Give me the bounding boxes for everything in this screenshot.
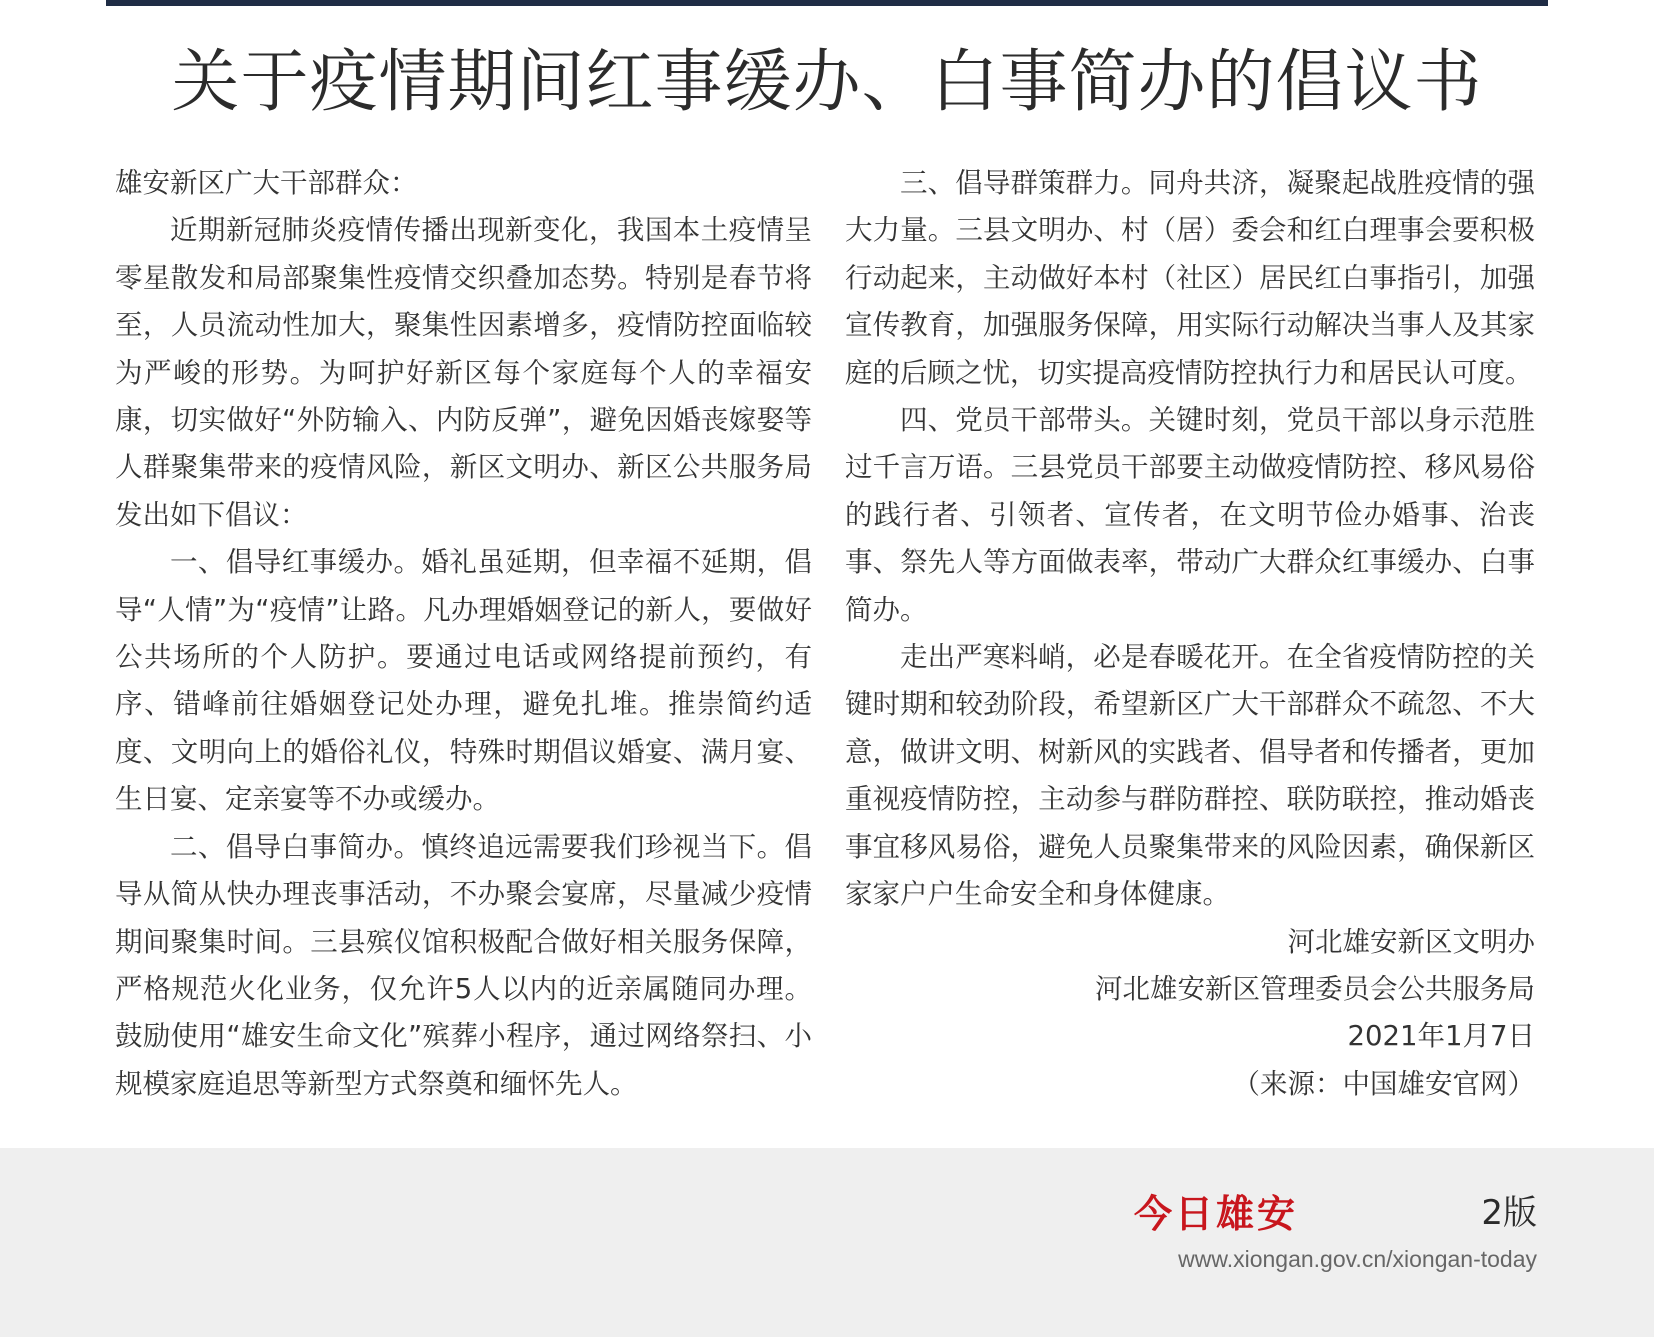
page-footer bbox=[0, 1148, 1654, 1337]
signature-date: 2021年1月7日 bbox=[1347, 1020, 1535, 1053]
salutation: 雄安新区广大干部群众： bbox=[115, 167, 418, 199]
source-note: （来源：中国雄安官网） bbox=[1232, 1067, 1535, 1100]
right-column bbox=[845, 160, 1535, 1108]
paragraph-closing: 走出严寒料峭，必是春暖花开。在全省疫情防控的关键时期和较劲阶段，希望新区广大干部群众不疏忽、不大意，做讲文明、树新风的实践者、倡导者和传播者，更加重视疫情防控，主动参与群防群控、联防联控，推动婚丧事宜移风易俗，避免人员聚集带来的风险因素，确保新区家家户户生命安全和身体健康。 bbox=[845, 641, 1535, 911]
signature-civilization-office: 河北雄安新区文明办 bbox=[1287, 925, 1535, 958]
edition-number: 2版 bbox=[1481, 1193, 1537, 1233]
paragraph-funeral: 二、倡导白事简办。慎终追远需要我们珍视当下。倡导从简从快办理丧事活动，不办聚会宴席，尽量减少疫情期间聚集时间。三县殡仪馆积极配合做好相关服务保障，严格规范火化业务，仅允许5人以内的近亲属随同办理。鼓励使用“雄安生命文化”殡葬小程序，通过网络祭扫、小规模家庭追思等新型方式祭奠和缅怀先人。 bbox=[115, 830, 812, 1100]
page-title: 关于疫情期间红事缓办、白事简办的倡议书 bbox=[171, 43, 1483, 122]
paragraph-intro: 近期新冠肺炎疫情传播出现新变化，我国本土疫情呈零星散发和局部聚集性疫情交织叠加态势。特别是春节将至，人员流动性加大，聚集性因素增多，疫情防控面临较为严峻的形势。为呵护好新区每个家庭每个人的幸福安康，切实做好“外防输入、内防反弹”，避免因婚丧嫁娶等人群聚集带来的疫情风险，新区文明办、新区公共服务局发出如下倡议： bbox=[115, 214, 812, 531]
footer-url[interactable]: www.xiongan.gov.cn/xiongan-today bbox=[1178, 1246, 1537, 1272]
signature-public-service-bureau: 河北雄安新区管理委员会公共服务局 bbox=[1095, 972, 1535, 1005]
paragraph-collective-effort: 三、倡导群策群力。同舟共济，凝聚起战胜疫情的强大力量。三县文明办、村（居）委会和红白理事会要积极行动起来，主动做好本村（社区）居民红白事指引，加强宣传教育，加强服务保障，用实际行动解决当事人及其家庭的后顾之忧，切实提高疫情防控执行力和居民认可度。 bbox=[845, 167, 1535, 389]
left-column bbox=[115, 160, 812, 1108]
paragraph-party-members: 四、党员干部带头。关键时刻，党员干部以身示范胜过千言万语。三县党员干部要主动做疫情防控、移风易俗的践行者、引领者、宣传者，在文明节俭办婚事、治丧事、祭先人等方面做表率，带动广大群众红事缓办、白事简办。 bbox=[845, 404, 1535, 626]
newspaper-logo: 今日雄安 bbox=[1134, 1191, 1299, 1236]
top-accent-bar bbox=[106, 0, 1548, 6]
paragraph-wedding: 一、倡导红事缓办。婚礼虽延期，但幸福不延期，倡导“人情”为“疫情”让路。凡办理婚姻登记的新人，要做好公共场所的个人防护。要通过电话或网络提前预约，有序、错峰前往婚姻登记处办理，避免扎堆。推崇简约适度、文明向上的婚俗礼仪，特殊时期倡议婚宴、满月宴、生日宴、定亲宴等不办或缓办。 bbox=[115, 546, 812, 816]
